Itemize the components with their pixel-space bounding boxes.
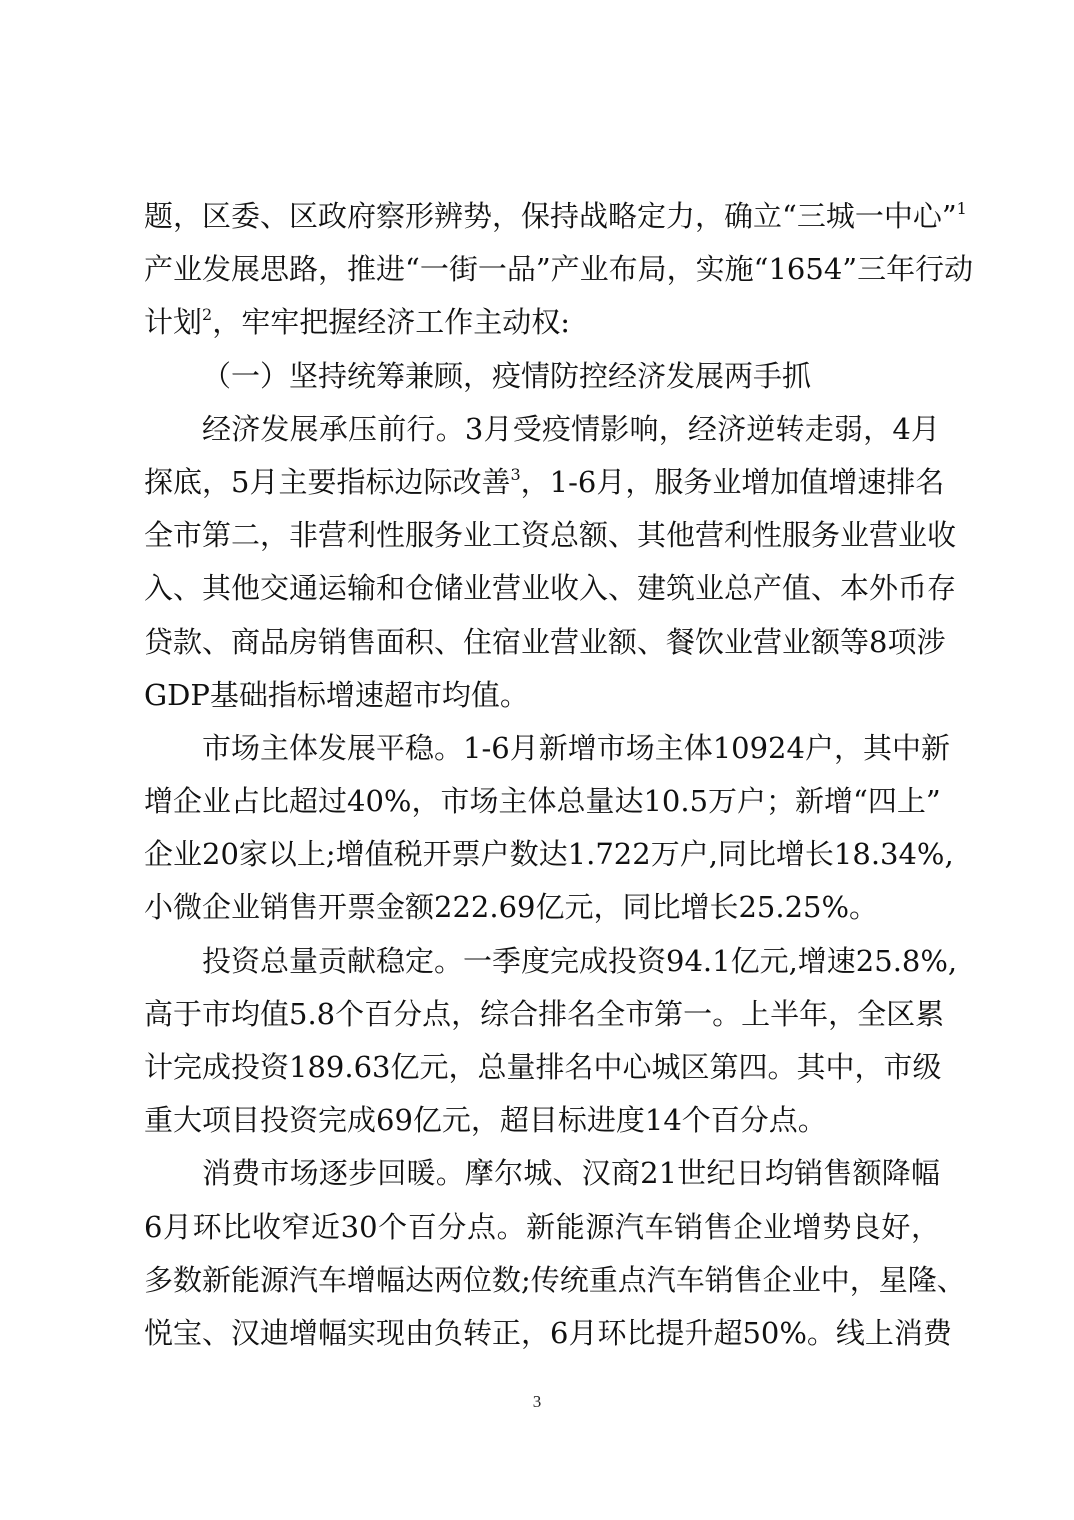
text-line: 小微企业销售开票金额222.69亿元，同比增长25.25%。 — [144, 890, 879, 925]
text-line: 多数新能源汽车增幅达两位数;传统重点汽车销售企业中，星隆、 — [144, 1262, 966, 1297]
page-number: 3 — [532, 1392, 542, 1411]
text-line: 增企业占比超过40%，市场主体总量达10.5万户；新增“四上” — [144, 784, 941, 819]
text-line: 悦宝、汉迪增幅实现由负转正，6月环比提升超50%。线上消费 — [144, 1315, 952, 1350]
text-line: 计完成投资189.63亿元，总量排名中心城区第四。其中，市级 — [144, 1050, 942, 1084]
body-text — [144, 190, 974, 1360]
text-line: 贷款、商品房销售面积、住宿业营业额、餐饮业营业额等8项涉 — [144, 624, 946, 659]
text-line: 高于市均值5.8个百分点，综合排名全市第一。上半年，全区累 — [144, 996, 945, 1031]
text-line: 6月环比收窄近30个百分点。新能源汽车销售企业增势良好， — [144, 1209, 940, 1244]
paragraph-first-line: 消费市场逐步回暖。摩尔城、汉商21世纪日均销售额降幅 — [202, 1156, 940, 1191]
text-line: 题，区委、区政府察形辨势，保持战略定力，确立“三城一中心”$^1$ — [144, 199, 967, 233]
text-line: 企业20家以上;增值税开票户数达1.722万户,同比增长18.34%, — [144, 837, 954, 872]
text-line: 重大项目投资完成69亿元，超目标进度14个百分点。 — [144, 1103, 827, 1138]
text-line: 全市第二，非营利性服务业工资总额、其他营利性服务业营业收 — [144, 518, 957, 553]
footnote-ref: 3 — [510, 464, 521, 484]
footnote-ref: 2 — [202, 305, 213, 325]
paragraph-first-line: 市场主体发展平稳。1-6月新增市场主体10924户，其中新 — [202, 730, 950, 765]
paragraph-first-line: 经济发展承压前行。3月受疫情影响，经济逆转走弱，4月 — [202, 411, 940, 446]
text-line: 入、其他交通运输和仓储业营业收入、建筑业总产值、本外币存 — [144, 571, 957, 606]
paragraph-first-line: 投资总量贡献稳定。一季度完成投资94.1亿元,增速25.8%, — [202, 943, 958, 978]
section-heading: （一）坚持统筹兼顾，疫情防控经济发展两手抓 — [202, 358, 812, 393]
text-line: 产业发展思路，推进“一街一品”产业布局，实施“1654”三年行动 — [144, 252, 974, 287]
text-line: 计划$^2$，牢牢把握经济工作主动权: — [144, 305, 570, 340]
text-line: GDP基础指标增速超市均值。 — [144, 677, 529, 712]
footnote-ref: 1 — [956, 199, 967, 218]
text-line: 探底，5月主要指标边际改善$^3$，1-6月，服务业增加值增速排名 — [144, 464, 945, 499]
